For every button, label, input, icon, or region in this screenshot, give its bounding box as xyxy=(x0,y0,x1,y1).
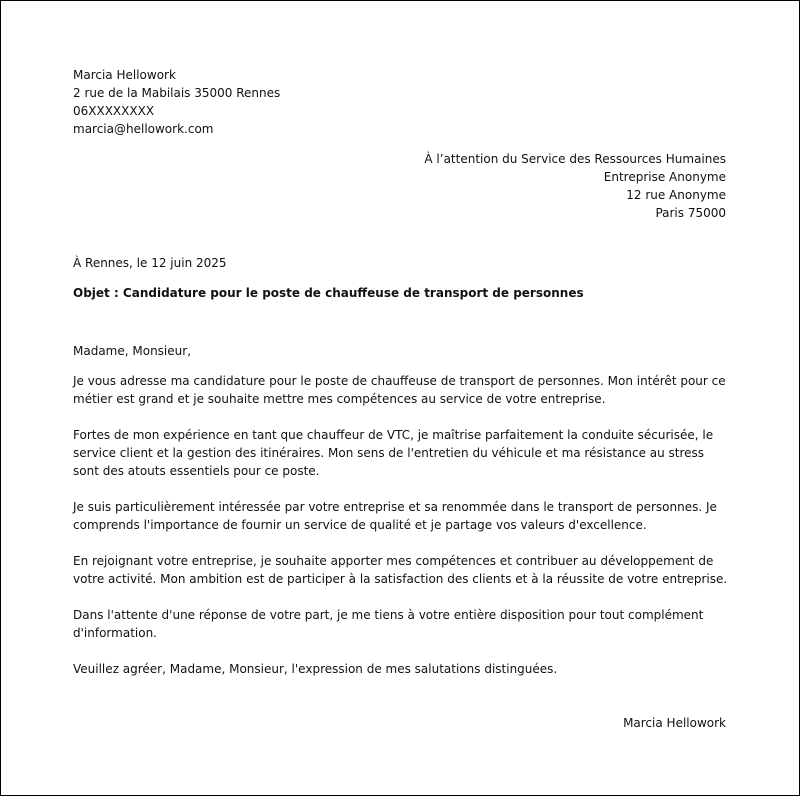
subject-line: Objet : Candidature pour le poste de chauffeuse de transport de personnes xyxy=(73,286,584,300)
greeting: Madame, Monsieur, xyxy=(73,344,192,358)
paragraph: Fortes de mon expérience en tant que chauffeur de VTC, je maîtrise parfaitement la conduite sécurisée, le service client et la gestion des itinéraires. Mon sens de l'entretien du véhicule et ma résistance au stress sont des atouts essentiels pour ce poste. xyxy=(73,428,714,478)
closing-paragraph: Veuillez agréer, Madame, Monsieur, l'expression de mes salutations distinguées. xyxy=(73,662,558,676)
signature: Marcia Hellowork xyxy=(623,716,726,730)
sender-address: 2 rue de la Mabilais 35000 Rennes xyxy=(73,86,281,100)
recipient-company: Entreprise Anonyme xyxy=(603,170,726,184)
paragraph: Dans l'attente d'une réponse de votre part, je me tiens à votre entière disposition pour tout complément d'information. xyxy=(73,608,704,640)
paragraph: Je suis particulièrement intéressée par votre entreprise et sa renommée dans le transport de personnes. Je comprends l'importance de fournir un service de qualité et je partage vos valeurs d'excellence. xyxy=(73,500,717,532)
recipient-city: Paris 75000 xyxy=(655,206,726,220)
sender-name: Marcia Hellowork xyxy=(73,68,176,82)
sender-block xyxy=(73,66,473,138)
paragraph: En rejoignant votre entreprise, je souhaite apporter mes compétences et contribuer au développement de votre activité. Mon ambition est de participer à la satisfaction des clients et à la réussite de votre entreprise. xyxy=(73,554,728,586)
recipient-street: 12 rue Anonyme xyxy=(626,188,726,202)
sender-email: marcia@hellowork.com xyxy=(73,122,214,136)
paragraph: Je vous adresse ma candidature pour le poste de chauffeuse de transport de personnes. Mon intérêt pour ce métier est grand et je souhaite mettre mes compétences au service de votre entreprise. xyxy=(73,374,726,406)
recipient-attention: À l’attention du Service des Ressources Humaines xyxy=(424,152,726,166)
recipient-block xyxy=(326,150,726,222)
date-line: À Rennes, le 12 juin 2025 xyxy=(73,256,227,270)
sender-phone: 06XXXXXXXX xyxy=(73,104,155,118)
letter-body xyxy=(73,342,729,696)
